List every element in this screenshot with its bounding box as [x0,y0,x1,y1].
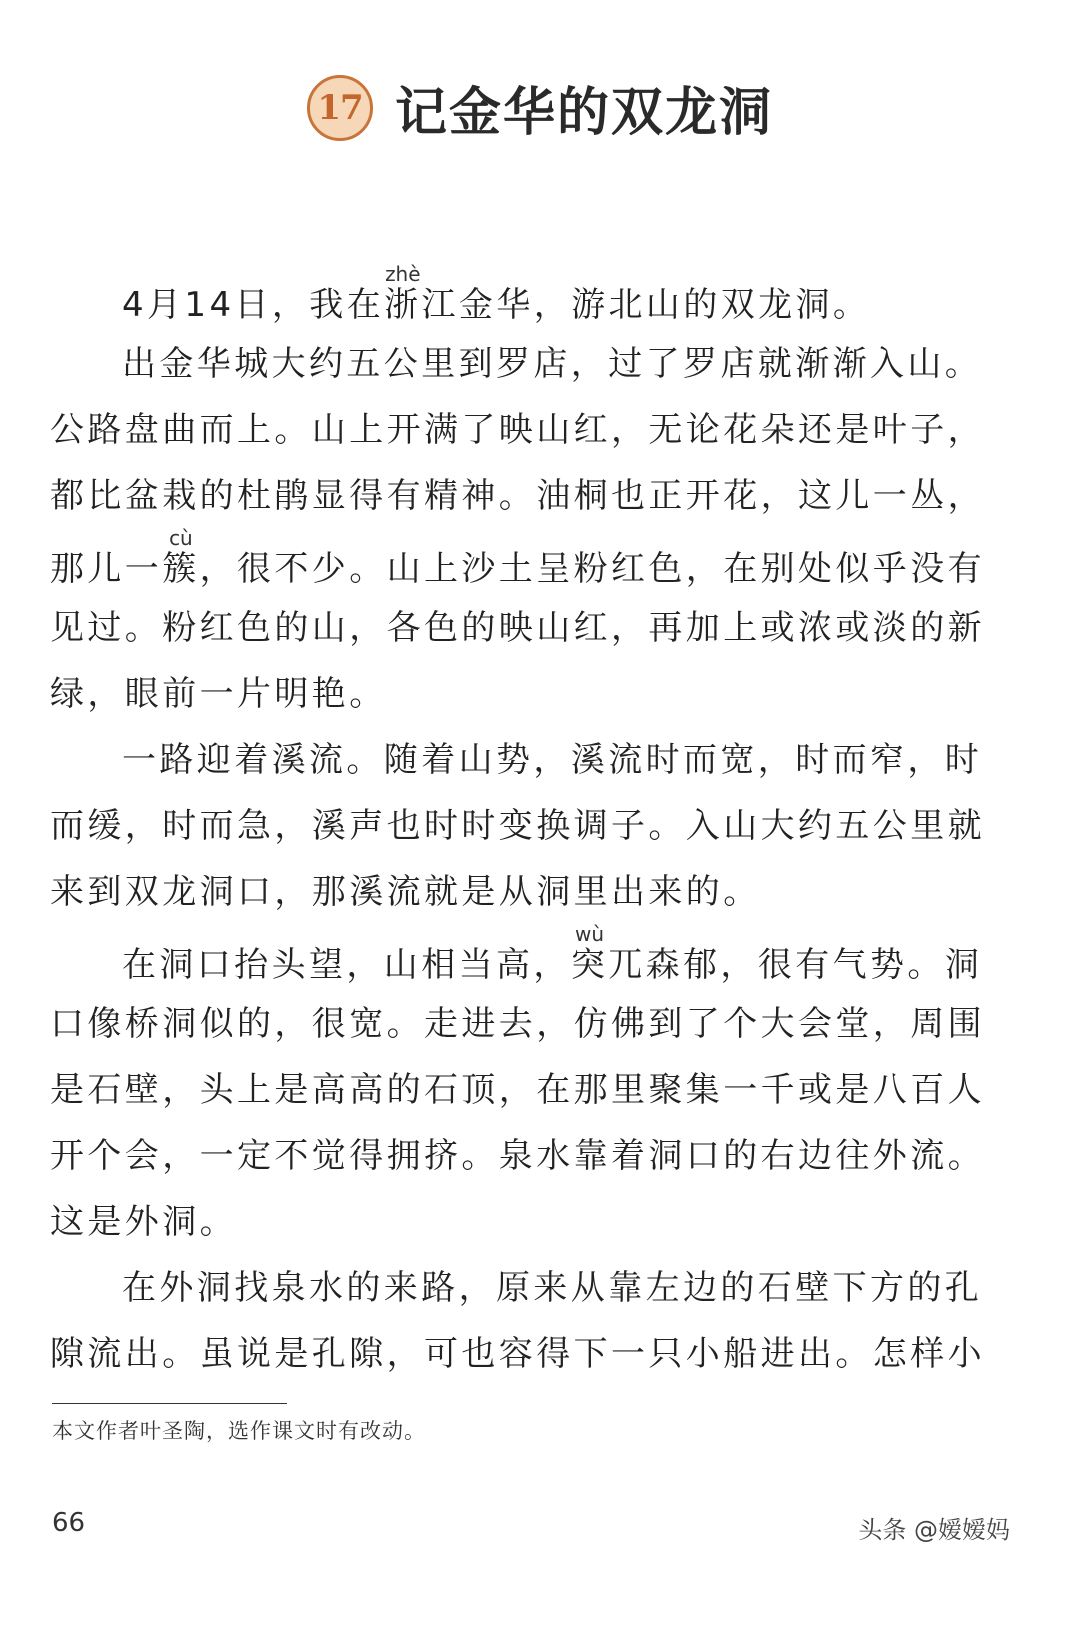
lesson-number-badge [307,75,373,141]
text-line: 这是外洞。 [50,1202,237,1242]
text-line: 口像桥洞似的，很宽。走进去，仿佛到了个大会堂，周围 [50,1004,985,1044]
text-line [50,262,1040,331]
text-line: 来到双龙洞口，那溪流就是从洞里出来的。 [50,872,761,912]
text-line: 是石壁，头上是高高的石顶，在那里聚集一千或是八百人 [50,1070,985,1110]
footnote: 本文作者叶圣陶，选作课文时有改动。 [52,1419,426,1443]
text-line: 都比盆栽的杜鹃显得有精神。油桐也正开花，这儿一丛， [50,476,985,516]
text-line: 见过。粉红色的山，各色的映山红，再加上或浓或淡的新 [50,608,985,648]
text-segment: 4月14日，我在 [122,285,385,325]
text-line: 公路盘曲而上。山上开满了映山红，无论花朵还是叶子， [50,410,985,450]
lesson-number: 17 [317,87,363,128]
text-line: 一路迎着溪流。随着山势，溪流时而宽，时而窄，时 [122,740,983,780]
watermark: 头条 @嫒嫒妈 [858,1516,1010,1544]
ruby-base: 簇 [162,549,200,589]
lesson-title: 记金华的双龙洞 [394,83,773,143]
text-line: 在外洞找泉水的来路，原来从靠左边的石壁下方的孔 [122,1268,983,1308]
pinyin: wù [570,922,609,946]
pinyin-annotated-char [162,526,200,589]
text-line [50,526,1040,595]
text-line: 隙流出。虽说是孔隙，可也容得下一只小船进出。怎样小 [50,1334,985,1374]
pinyin-annotated-char [384,262,422,325]
text-line: 而缓，时而急，溪声也时时变换调子。入山大约五公里就 [50,806,985,846]
lesson-header [0,70,1080,145]
text-line [50,922,1040,991]
pinyin: zhè [384,262,422,286]
text-line: 开个会，一定不觉得拥挤。泉水靠着洞口的右边往外流。 [50,1136,985,1176]
page-number: 66 [52,1508,86,1538]
text-segment: 兀森郁，很有气势。洞 [608,945,983,985]
text-line: 出金华城大约五公里到罗店，过了罗店就渐渐入山。 [122,344,983,384]
ruby-base: 浙 [384,285,422,325]
text-segment: 那儿一 [50,549,163,589]
text-segment: ，很不少。山上沙土呈粉红色，在别处似乎没有 [199,549,986,589]
ruby-base: 突 [570,945,609,985]
text-segment: 在洞口抬头望，山相当高， [122,945,571,985]
pinyin: cù [162,526,200,550]
text-line: 绿，眼前一片明艳。 [50,674,387,714]
text-segment: 江金华，游北山的双龙洞。 [421,285,871,325]
footnote-divider [52,1403,287,1404]
lesson-body [50,262,1040,1387]
pinyin-annotated-char [570,922,609,985]
